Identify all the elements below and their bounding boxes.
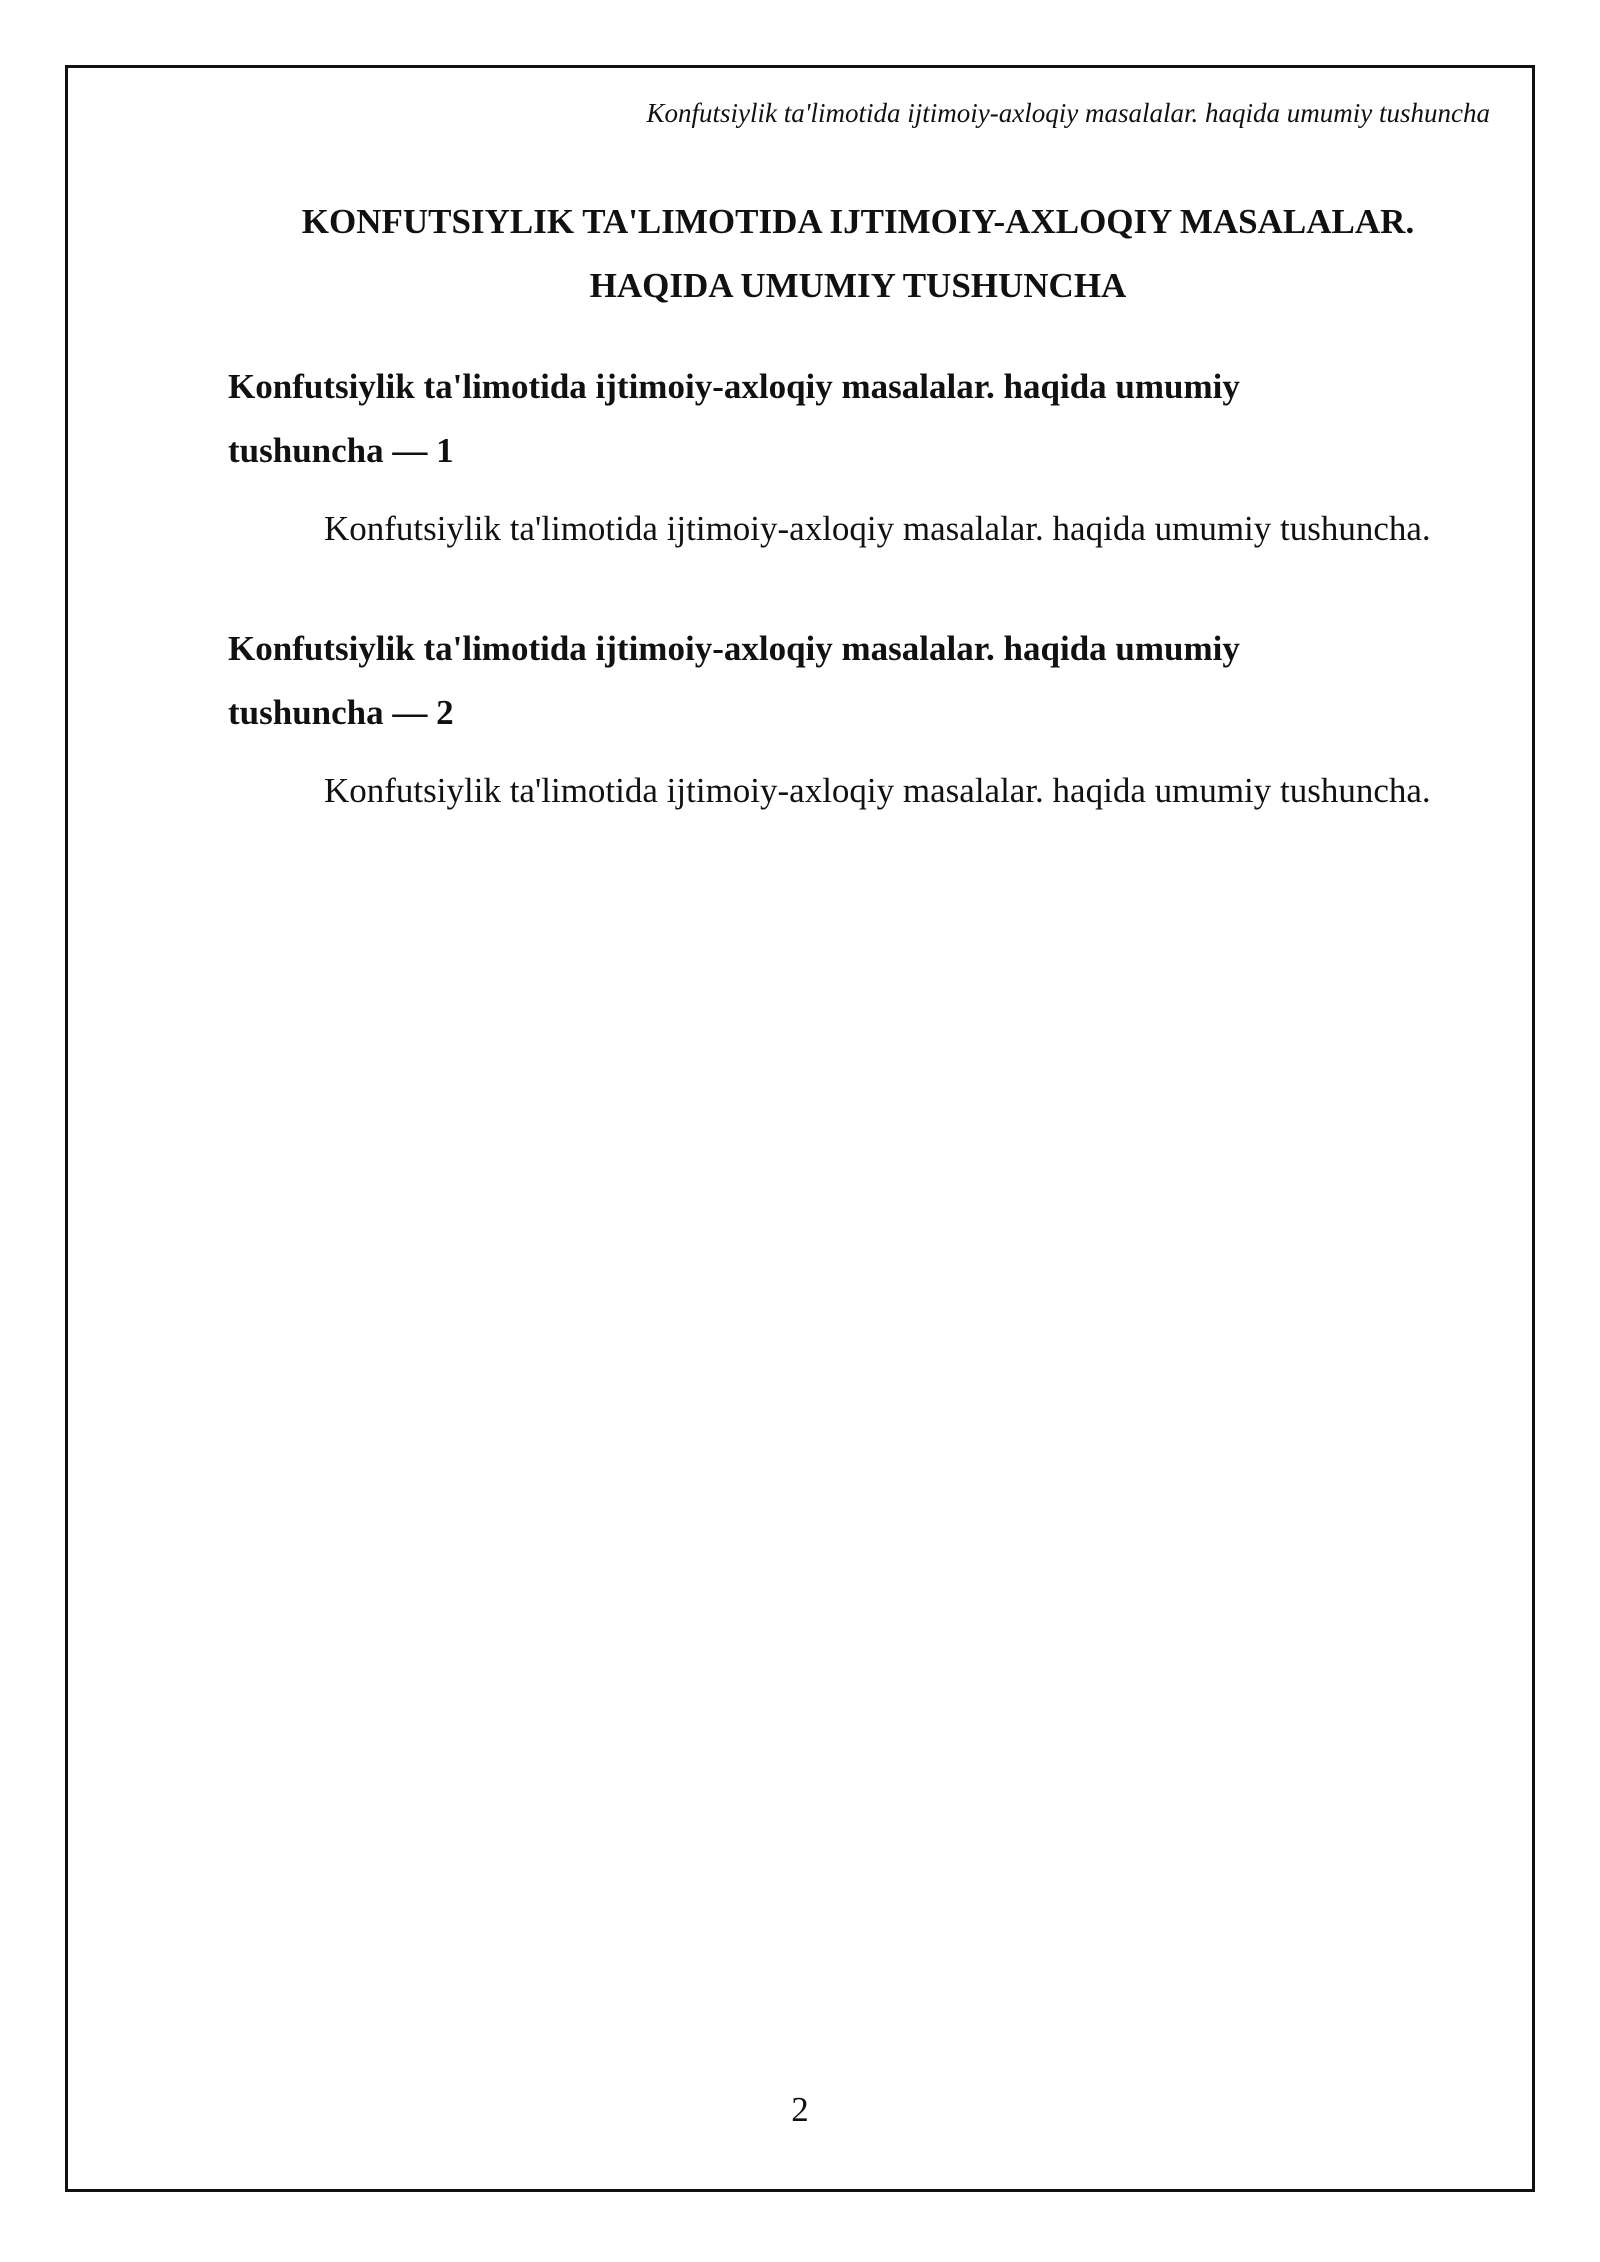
running-header: Konfutsiylik ta'limotida ijtimoiy-axloqiy masalalar. haqida umumiy tushuncha <box>646 98 1490 128</box>
document-title-line-1: KONFUTSIYLIK TA'LIMOTIDA IJTIMOIY-AXLOQIY MASALALAR. <box>301 202 1415 241</box>
page-number: 2 <box>791 2090 809 2129</box>
section-heading: Konfutsiylik ta'limotida ijtimoiy-axloqiy masalalar. haqida umumiy tushuncha — 2 <box>228 629 1240 732</box>
section-heading: Konfutsiylik ta'limotida ijtimoiy-axloqiy masalalar. haqida umumiy tushuncha — 1 <box>228 367 1240 470</box>
document-title-line-2: HAQIDA UMUMIY TUSHUNCHA <box>589 266 1127 305</box>
section-paragraph: Konfutsiylik ta'limotida ijtimoiy-axloqiy masalalar. haqida umumiy tushuncha. <box>324 771 1431 810</box>
document-title <box>228 190 1488 318</box>
section-2 <box>228 617 1488 823</box>
section-1 <box>228 355 1488 561</box>
section-paragraph: Konfutsiylik ta'limotida ijtimoiy-axloqiy masalalar. haqida umumiy tushuncha. <box>324 509 1431 548</box>
document-body <box>228 355 1488 879</box>
